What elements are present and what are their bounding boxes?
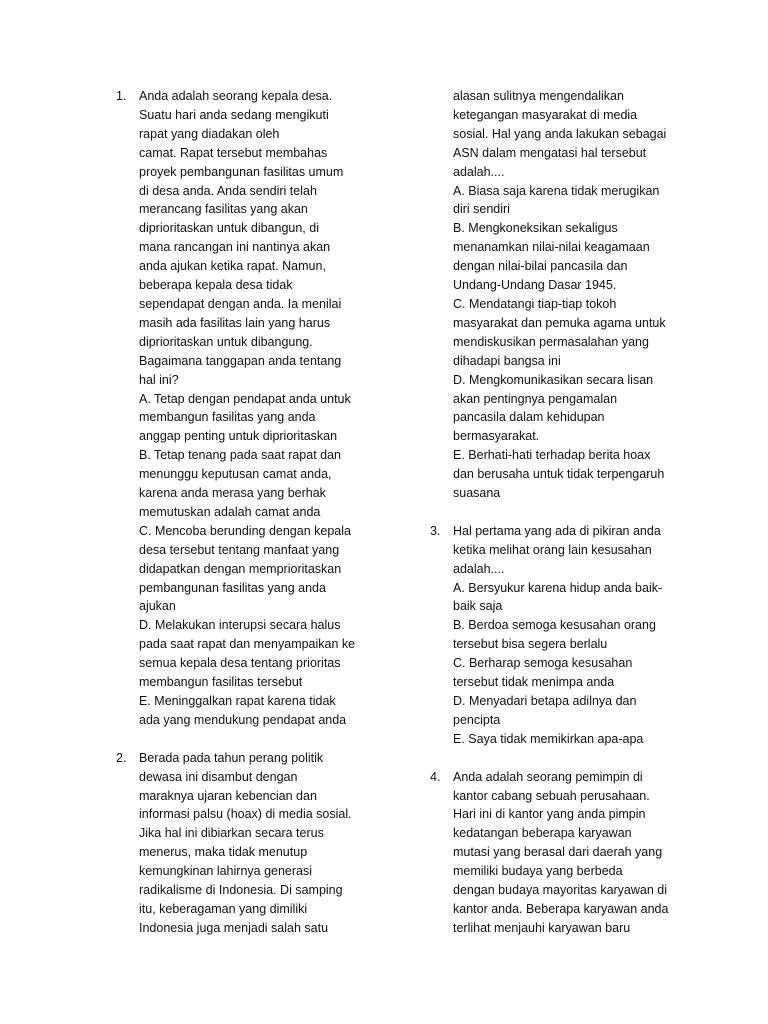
text-line: A. Tetap dengan pendapat anda untuk	[139, 391, 351, 406]
text-line: alasan sulitnya mengendalikan	[453, 89, 624, 103]
text-line: ketegangan masyarakat di media	[453, 107, 638, 122]
text-line: adalah....	[453, 164, 505, 179]
text-line: membangun fasilitas yang anda	[139, 410, 316, 425]
question-body	[139, 87, 374, 730]
question-3	[430, 522, 700, 749]
text-line: mendiskusikan permasalahan yang	[453, 334, 649, 349]
text-line: merancang fasilitas yang akan	[139, 202, 308, 217]
text-line: B. Tetap tenang pada saat rapat dan	[139, 448, 342, 463]
question-spacer	[430, 749, 700, 768]
text-line: dan berusaha untuk tidak terpengaruh	[453, 467, 665, 482]
question-4	[430, 768, 700, 938]
text-line: beberapa kepala desa tidak	[139, 278, 293, 293]
text-line: rapat yang diadakan oleh	[139, 126, 280, 141]
text-line: menerus, maka tidak menutup	[139, 845, 308, 860]
text-line: memiliki budaya yang berbeda	[453, 864, 623, 879]
text-line: kantor cabang sebuah perusahaan.	[453, 788, 650, 803]
question-body	[453, 768, 700, 938]
text-line: sependapat dengan anda. Ia menilai	[139, 296, 342, 311]
text-line: kedatangan beberapa karyawan	[453, 826, 632, 841]
text-line: baik saja	[453, 599, 503, 614]
question-spacer	[116, 730, 374, 749]
text-line: informasi palsu (hoax) di media sosial.	[139, 807, 352, 822]
question-number: 1.	[116, 89, 127, 103]
question-number: 4.	[430, 769, 441, 784]
text-line: dengan nilai-bilai pancasila dan	[453, 259, 628, 274]
text-line: masih ada fasilitas lain yang harus	[139, 315, 331, 330]
text-line: Hal pertama yang ada di pikiran anda	[453, 523, 661, 538]
text-line: menanamkan nilai-nilai keagamaan	[453, 240, 650, 255]
text-line: diri sendiri	[453, 202, 510, 217]
text-line: bermasyarakat.	[453, 429, 540, 444]
text-line: membangun fasilitas tersebut	[139, 675, 303, 690]
text-line: pembangunan fasilitas yang anda	[139, 580, 326, 595]
text-line: B. Mengkoneksikan sekaligus	[453, 221, 618, 236]
text-line: memutuskan adalah camat anda	[139, 504, 321, 519]
text-line: semua kepala desa tentang prioritas	[139, 656, 341, 671]
text-line: akan pentingnya pengamalan	[453, 391, 618, 406]
text-line: pada saat rapat dan menyampaikan ke	[139, 637, 356, 652]
text-line: A. Bersyukur karena hidup anda baik-	[453, 580, 663, 595]
text-line: maraknya ujaran kebencian dan	[139, 788, 317, 803]
text-line: masyarakat dan pemuka agama untuk	[453, 315, 666, 330]
text-line: anggap penting untuk diprioritaskan	[139, 429, 338, 444]
text-line: pencipta	[453, 712, 501, 727]
text-line: dengan budaya mayoritas karyawan di	[453, 883, 668, 898]
right-column	[430, 87, 700, 938]
question-body	[139, 749, 374, 938]
text-line: Anda adalah seorang kepala desa.	[139, 89, 333, 103]
text-line: pancasila dalam kehidupan	[453, 410, 605, 425]
text-line: dewasa ini disambut dengan	[139, 769, 298, 784]
question-2	[116, 749, 374, 938]
text-line: ketika melihat orang lain kesusahan	[453, 542, 652, 557]
text-line: D. Melakukan interupsi secara halus	[139, 618, 341, 633]
text-line: B. Berdoa semoga kesusahan orang	[453, 618, 656, 633]
text-line: tersebut tidak menimpa anda	[453, 675, 615, 690]
text-line: menunggu keputusan camat anda,	[139, 467, 332, 482]
text-line: ajukan	[139, 599, 176, 614]
text-line: ASN dalam mengatasi hal tersebut	[453, 145, 647, 160]
question-number: 2.	[116, 750, 127, 765]
text-line: kantor anda. Beberapa karyawan anda	[453, 901, 669, 916]
text-line: di desa anda. Anda sendiri telah	[139, 183, 317, 198]
text-line: suasana	[453, 486, 501, 501]
text-line: itu, keberagaman yang dimiliki	[139, 901, 308, 916]
text-line: sosial. Hal yang anda lakukan sebagai	[453, 126, 667, 141]
question-spacer	[430, 503, 700, 522]
text-line: Anda adalah seorang pemimpin di	[453, 769, 643, 784]
text-line: Hari ini di kantor yang anda pimpin	[453, 807, 646, 822]
text-line: kemungkinan lahirnya generasi	[139, 864, 313, 879]
text-line: Berada pada tahun perang politik	[139, 750, 324, 765]
text-line: diprioritaskan untuk dibangun, di	[139, 221, 319, 236]
text-line: terlihat menjauhi karyawan baru	[453, 920, 631, 935]
question-2-continued	[430, 87, 700, 503]
question-number: 3.	[430, 523, 441, 538]
text-line: Suatu hari anda sedang mengikuti	[139, 107, 329, 122]
text-line: D. Menyadari betapa adilnya dan	[453, 693, 637, 708]
text-line: anda ajukan ketika rapat. Namun,	[139, 259, 326, 274]
question-body	[453, 87, 700, 503]
text-line: camat. Rapat tersebut membahas	[139, 145, 328, 160]
question-body	[453, 522, 700, 749]
text-line: E. Meninggalkan rapat karena tidak	[139, 694, 336, 708]
text-line: ada yang mendukung pendapat anda	[139, 712, 347, 727]
text-line: C. Mendatangi tiap-tiap tokoh	[453, 296, 617, 311]
text-line: tersebut bisa segera berlalu	[453, 637, 608, 652]
text-line: karena anda merasa yang berhak	[139, 486, 326, 501]
text-line: E. Berhati-hati terhadap berita hoax	[453, 448, 651, 463]
text-line: Indonesia juga menjadi salah satu	[139, 920, 329, 935]
text-line: dihadapi bangsa ini	[453, 353, 561, 368]
text-line: desa tersebut tentang manfaat yang	[139, 542, 340, 557]
text-line: E. Saya tidak memikirkan apa-apa	[453, 731, 644, 746]
question-1	[116, 87, 374, 730]
text-line: Bagaimana tanggapan anda tentang	[139, 353, 342, 368]
text-line: hal ini?	[139, 372, 179, 387]
text-line: Undang-Undang Dasar 1945.	[453, 278, 617, 293]
text-line: C. Mencoba berunding dengan kepala	[139, 523, 351, 538]
left-column	[116, 87, 374, 938]
text-line: diprioritaskan untuk dibangung.	[139, 334, 313, 349]
text-line: C. Berharap semoga kesusahan	[453, 656, 633, 671]
text-line: didapatkan dengan memprioritaskan	[139, 561, 342, 576]
text-line: A. Biasa saja karena tidak merugikan	[453, 183, 660, 198]
text-line: Jika hal ini dibiarkan secara terus	[139, 826, 324, 841]
text-line: radikalisme di Indonesia. Di samping	[139, 883, 343, 898]
text-line: mana rancangan ini nantinya akan	[139, 240, 331, 255]
text-line: adalah....	[453, 561, 505, 576]
text-line: D. Mengkomunikasikan secara lisan	[453, 372, 654, 387]
text-line: proyek pembangunan fasilitas umum	[139, 164, 344, 179]
text-line: mutasi yang berasal dari daerah yang	[453, 845, 663, 860]
